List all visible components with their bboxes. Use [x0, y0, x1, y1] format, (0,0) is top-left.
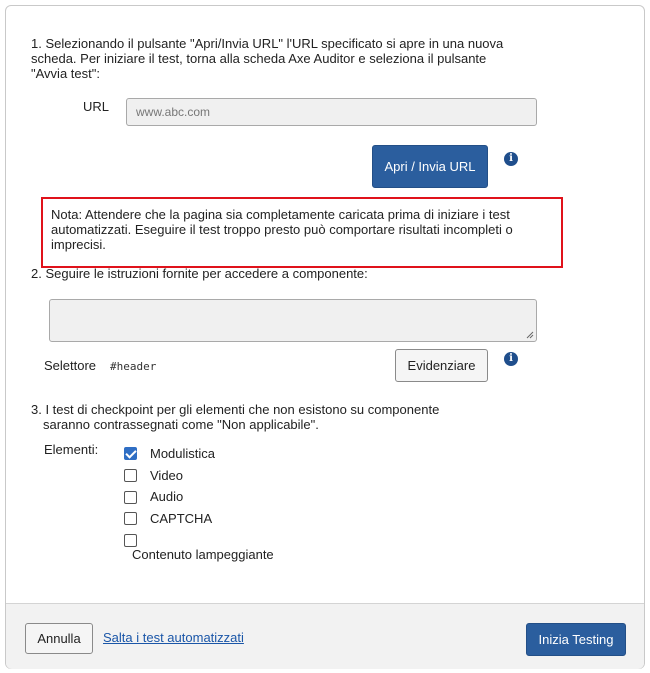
checkbox-label-audio: Audio: [150, 489, 184, 504]
skip-automated-tests-link[interactable]: Salta i test automatizzati: [103, 630, 244, 645]
note-line3: imprecisi.: [51, 237, 106, 252]
instructions-textarea[interactable]: [49, 299, 537, 342]
url-input[interactable]: www.abc.com: [126, 98, 537, 126]
highlight-button[interactable]: Evidenziare: [395, 349, 488, 382]
step3-line1: 3. I test di checkpoint per gli elementi che non esistono su componente: [31, 402, 440, 417]
checkbox-modulistica[interactable]: [124, 447, 137, 460]
note-line1: Nota: Attendere che la pagina sia completamente caricata prima di iniziare i test: [51, 207, 510, 222]
selector-value: #header: [110, 360, 157, 373]
resize-handle-icon[interactable]: [526, 331, 534, 339]
checkbox-label-contenuto-lampeggiante: Contenuto lampeggiante: [132, 547, 274, 562]
checkbox-contenuto-lampeggiante[interactable]: [124, 534, 137, 547]
start-testing-button[interactable]: Inizia Testing: [526, 623, 626, 656]
dialog-footer: [6, 603, 644, 669]
note-line2: automatizzati. Eseguire il test troppo presto può comportare risultati incompleti o: [51, 222, 513, 237]
checkbox-video[interactable]: [124, 469, 137, 482]
cancel-button[interactable]: Annulla: [25, 623, 93, 654]
step1-line2: scheda. Per iniziare il test, torna alla scheda Axe Auditor e seleziona il pulsante: [31, 51, 487, 66]
checkbox-audio[interactable]: [124, 491, 137, 504]
url-label: URL: [83, 99, 110, 114]
selector-label: Selettore: [44, 358, 97, 373]
setup-dialog: [5, 5, 645, 669]
step3-line2: saranno contrassegnati come "Non applicabile".: [43, 417, 319, 432]
step3-instructions: [31, 402, 439, 432]
checkbox-label-video: Video: [150, 468, 184, 483]
checkbox-captcha[interactable]: [124, 512, 137, 525]
step1-line1: 1. Selezionando il pulsante "Apri/Invia URL" l'URL specificato si apre in una nuova: [31, 36, 504, 51]
step2-instructions: 2. Seguire le istruzioni fornite per accedere a componente:: [31, 266, 368, 281]
checkbox-label-captcha: CAPTCHA: [150, 511, 213, 526]
elements-label: Elementi:: [44, 442, 99, 457]
step1-line3: "Avvia test":: [31, 66, 100, 81]
step1-instructions: [31, 36, 503, 81]
info-icon[interactable]: i: [504, 152, 518, 166]
note-box: [41, 197, 563, 268]
open-url-button[interactable]: Apri / Invia URL: [372, 145, 488, 188]
info-icon[interactable]: i: [504, 352, 518, 366]
checkbox-label-modulistica: Modulistica: [150, 446, 216, 461]
